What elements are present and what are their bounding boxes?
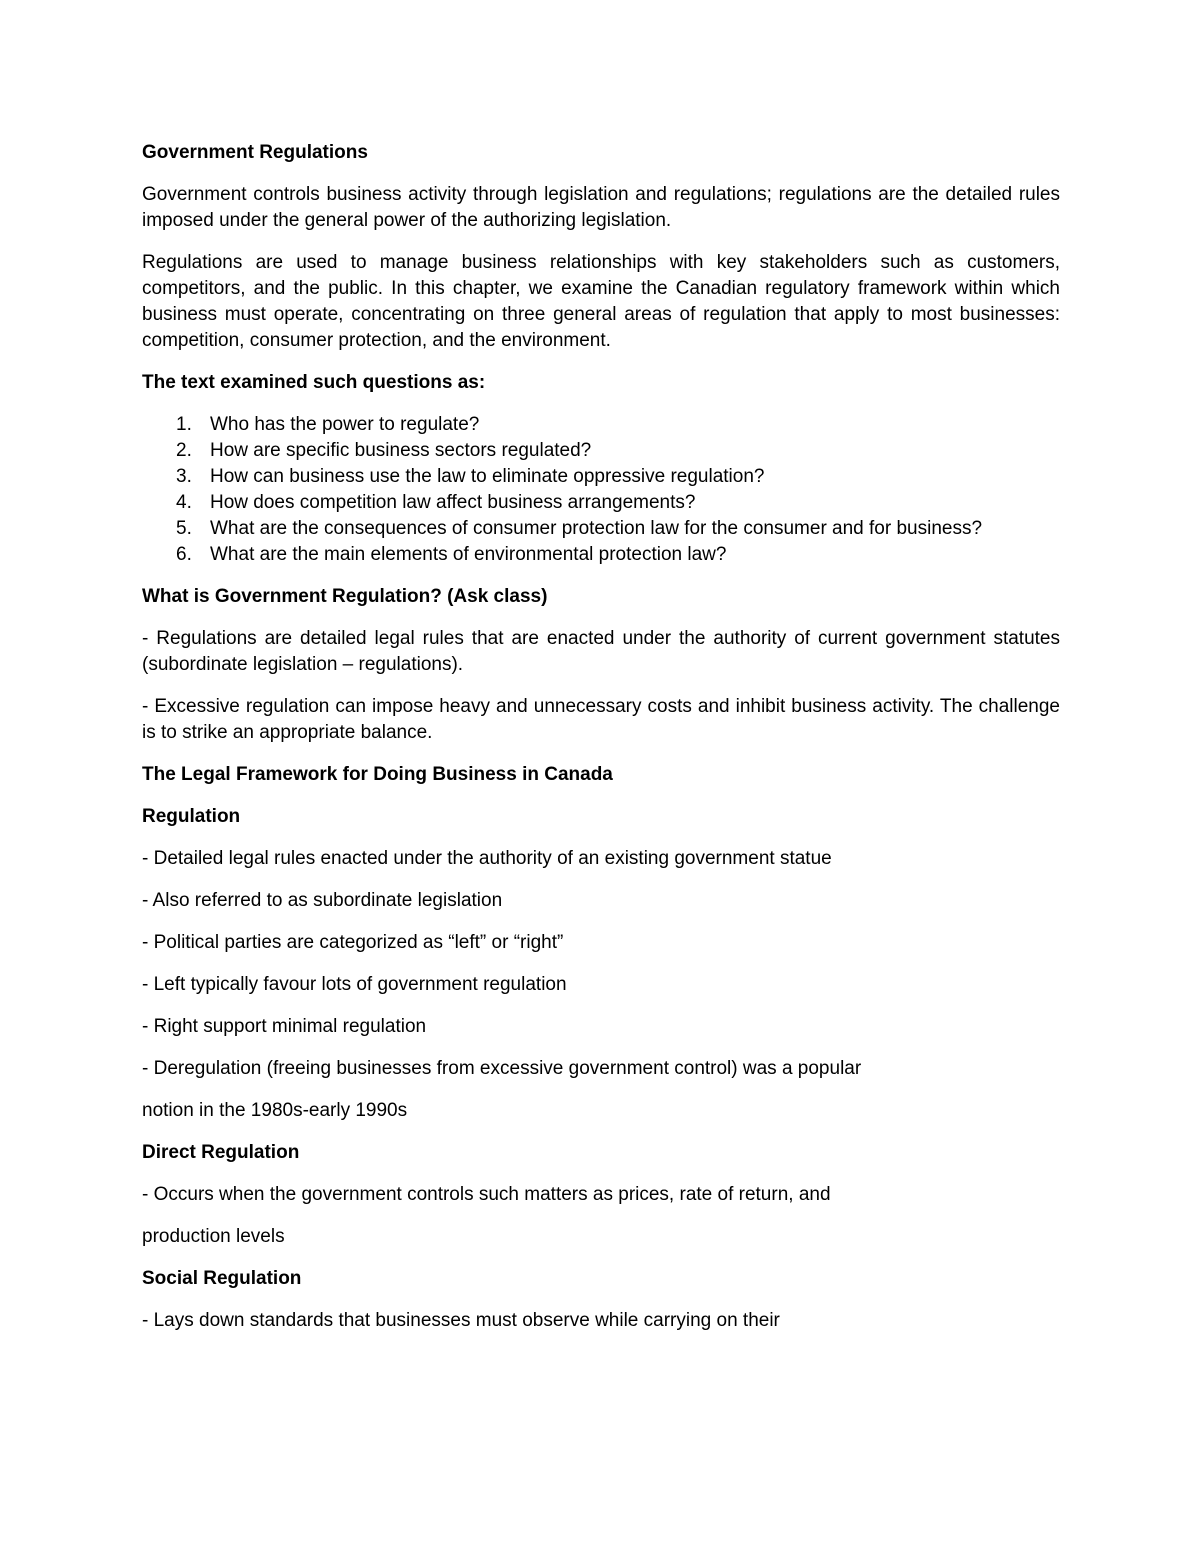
questions-list bbox=[142, 412, 1060, 568]
list-text: How are specific business sectors regulated? bbox=[210, 440, 592, 461]
regulation-line: - Deregulation (freeing businesses from excessive government control) was a popular bbox=[142, 1058, 862, 1079]
list-text: Who has the power to regulate? bbox=[210, 414, 480, 435]
list-item bbox=[142, 412, 1060, 438]
list-number: 6. bbox=[176, 544, 192, 565]
direct-regulation-line: production levels bbox=[142, 1226, 285, 1247]
direct-regulation-heading: Direct Regulation bbox=[142, 1142, 300, 1163]
regulation-line: - Right support minimal regulation bbox=[142, 1016, 427, 1037]
regulation-heading: Regulation bbox=[142, 806, 241, 827]
what-is-paragraph-2: - Excessive regulation can impose heavy and unnecessary costs and inhibit business activity. The challenge is to strike an appropriate balance. bbox=[142, 696, 1060, 743]
questions-heading: The text examined such questions as: bbox=[142, 372, 486, 393]
list-item bbox=[142, 542, 1060, 568]
what-is-paragraph-1: - Regulations are detailed legal rules that are enacted under the authority of current government statutes (subordinate legislation – regulations). bbox=[142, 628, 1060, 675]
regulation-line: - Left typically favour lots of government regulation bbox=[142, 974, 567, 995]
document-title: Government Regulations bbox=[142, 142, 368, 163]
list-text: What are the consequences of consumer protection law for the consumer and for business? bbox=[210, 518, 983, 539]
list-item bbox=[142, 516, 1060, 542]
social-regulation-line: - Lays down standards that businesses must observe while carrying on their bbox=[142, 1310, 780, 1331]
document-page bbox=[142, 140, 1060, 1350]
list-text: How does competition law affect business arrangements? bbox=[210, 492, 696, 513]
list-item bbox=[142, 464, 1060, 490]
what-is-heading: What is Government Regulation? (Ask class) bbox=[142, 586, 548, 607]
list-number: 4. bbox=[176, 492, 192, 513]
list-item bbox=[142, 438, 1060, 464]
list-item bbox=[142, 490, 1060, 516]
regulation-line: - Political parties are categorized as “left” or “right” bbox=[142, 932, 564, 953]
regulation-line: - Also referred to as subordinate legislation bbox=[142, 890, 503, 911]
list-number: 5. bbox=[176, 518, 192, 539]
framework-heading: The Legal Framework for Doing Business in Canada bbox=[142, 764, 613, 785]
regulation-line: notion in the 1980s-early 1990s bbox=[142, 1100, 408, 1121]
list-number: 3. bbox=[176, 466, 192, 487]
regulations-paragraph: Regulations are used to manage business relationships with key stakeholders such as customers, competitors, and the public. In this chapter, we examine the Canadian regulatory framework within which business must operate, concentrating on three general areas of regulation that apply to most businesses: competition, consumer protection, and the environment. bbox=[142, 252, 1060, 351]
list-text: What are the main elements of environmental protection law? bbox=[210, 544, 727, 565]
regulation-line: - Detailed legal rules enacted under the authority of an existing government statue bbox=[142, 848, 832, 869]
list-number: 1. bbox=[176, 414, 192, 435]
social-regulation-heading: Social Regulation bbox=[142, 1268, 302, 1289]
list-number: 2. bbox=[176, 440, 192, 461]
intro-paragraph: Government controls business activity through legislation and regulations; regulations are the detailed rules imposed under the general power of the authorizing legislation. bbox=[142, 184, 1060, 231]
list-text: How can business use the law to eliminate oppressive regulation? bbox=[210, 466, 765, 487]
direct-regulation-line: - Occurs when the government controls such matters as prices, rate of return, and bbox=[142, 1184, 831, 1205]
